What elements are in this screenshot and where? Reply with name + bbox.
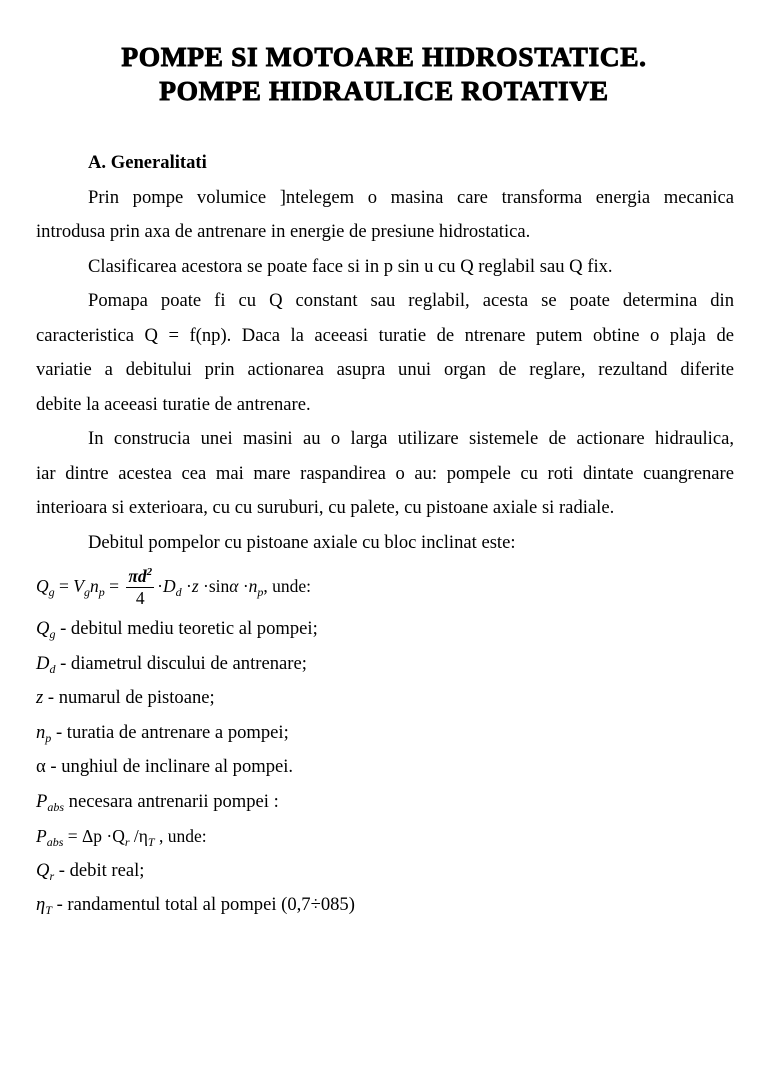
definition-qr: $Q_r$ - debit real; xyxy=(36,859,145,883)
paragraph-5: Debitul pompelor cu pistoane axiale cu bloc inclinat este: xyxy=(88,531,516,553)
paragraph-3-line-3: variatie a debitului prin actionarea asupra unui organ de reglare, rezultand diferite xyxy=(36,359,734,380)
definition-z: z - numarul de pistoane; xyxy=(36,687,215,708)
paragraph-4-line-3: interioara si exterioara, cu cu suruburi, cu palete, cu pistoane axiale si radiale. xyxy=(36,497,615,518)
paragraph-4-line-1: In construcia unei masini au o larga utilizare sistemele de actionare hidraulica, xyxy=(88,428,734,449)
document-body xyxy=(36,146,734,923)
formula-fraction: $\frac{\pi d^2}{4}$ xyxy=(128,565,153,609)
section-heading: A. Generalitati xyxy=(88,152,207,173)
title-line-2: POMPE HIDRAULICE ROTATIVE xyxy=(159,75,609,106)
definition-qg: $Q_g$ - debitul mediu teoretic al pompei; xyxy=(36,618,318,641)
definition-alpha: α - unghiul de inclinare al pompei. xyxy=(36,756,294,777)
paragraph-1-line-1: Prin pompe volumice ]ntelegem o masina care transforma energia mecanica xyxy=(88,186,734,208)
title-line-1: POMPE SI MOTOARE HIDROSTATICE. xyxy=(121,41,647,72)
paragraph-3-line-1: Pomapa poate fi cu Q constant sau reglabil, acesta se poate determina din xyxy=(88,290,734,311)
pabs-line: $P_{abs}$ necesara antrenarii pompei : xyxy=(36,790,279,814)
definition-np: $n_p$ - turatia de antrenare a pompei; xyxy=(36,721,289,745)
power-formula: $P_{abs} = \Delta p \cdot Q_r$ $/\eta_T$ , unde: xyxy=(36,826,207,849)
flow-rate-formula: $Q_g = V_gn_p$ = $\frac{\pi d^2}{4}$ $\cdot D_d \cdot z \cdot\sin\alpha \cdot n_p$, unde: xyxy=(36,565,312,609)
paragraph-2: Clasificarea acestora se poate face si in p sin u cu Q reglabil sau Q fix. xyxy=(88,255,613,277)
paragraph-4-line-2: iar dintre acestea cea mai mare raspandirea o au: pompele cu roti dintate cuangrenare xyxy=(36,462,734,484)
definition-dd: $D_d$ - diametrul discului de antrenare; xyxy=(36,652,307,676)
definition-eta: $\eta_T$ - randamentul total al pompei (0,7÷085) xyxy=(36,894,355,917)
page-title xyxy=(0,40,768,108)
paragraph-3-line-4: debite la aceeasi turatie de antrenare. xyxy=(36,393,311,415)
paragraph-1-line-2: introdusa prin axa de antrenare in energie de presiune hidrostatica. xyxy=(36,221,531,242)
paragraph-3-line-2: caracteristica Q = f(np). Daca la aceeasi turatie de ntrenare putem obtine o plaja de xyxy=(36,324,734,346)
